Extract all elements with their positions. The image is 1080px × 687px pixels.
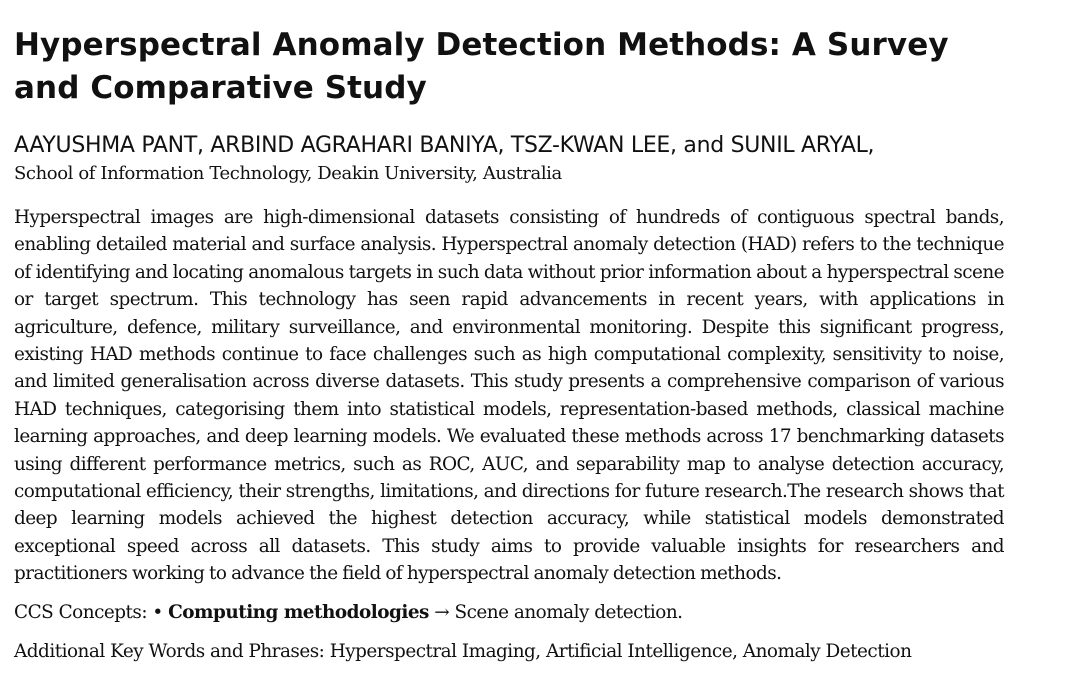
author-affiliation: School of Information Technology, Deakin University, Australia [14, 163, 562, 184]
ccs-concept: Computing methodologies [168, 601, 429, 623]
ccs-subconcept: Scene anomaly detection. [454, 601, 683, 623]
ccs-concepts [14, 600, 1004, 626]
paper-first-page [14, 24, 1004, 665]
paper-title: Hyperspectral Anomaly Detection Methods: A Survey and Comparative Study [14, 27, 949, 106]
ccs-arrow: → [428, 601, 455, 623]
author-list: AAYUSHMA PANT, ARBIND AGRAHARI BANIYA, TSZ-KWAN LEE, and SUNIL ARYAL, [14, 133, 875, 158]
abstract-text: Hyperspectral images are high-dimensional datasets consisting of hundreds of contiguous spectral bands, enabling detailed material and surface analysis. Hyperspectral anomaly detection (HAD) refers to the technique of identifying and locating anomalous targets in such data without prior information about a hyperspectral scene or target spectrum. This technology has seen rapid advancements in recent years, with applications in agriculture, defence, military surveillance, and environmental monitoring. Despite this significant progress, existing HAD methods continue to face challenges such as high computational complexity, sensitivity to noise, and limited generalisation across diverse datasets. This study presents a comprehensive comparison of various HAD techniques, categorising them into statistical models, representation-based methods, classical machine learning approaches, and deep learning models. We evaluated these methods across 17 benchmarking datasets using different performance metrics, such as ROC, AUC, and separability map to analyse detection accuracy, computational efficiency, their strengths, limitations, and directions for future research.The research shows that deep learning models achieved the highest detection accuracy, while statistical models demonstrated exceptional speed across all datasets. This study aims to provide valuable insights for researchers and practitioners working to advance the field of hyperspectral anomaly detection methods. [14, 207, 1004, 585]
keywords: Additional Key Words and Phrases: Hyperspectral Imaging, Artificial Intelligence, Anomaly Detection [14, 640, 912, 662]
ccs-label: CCS Concepts: • [14, 601, 169, 623]
